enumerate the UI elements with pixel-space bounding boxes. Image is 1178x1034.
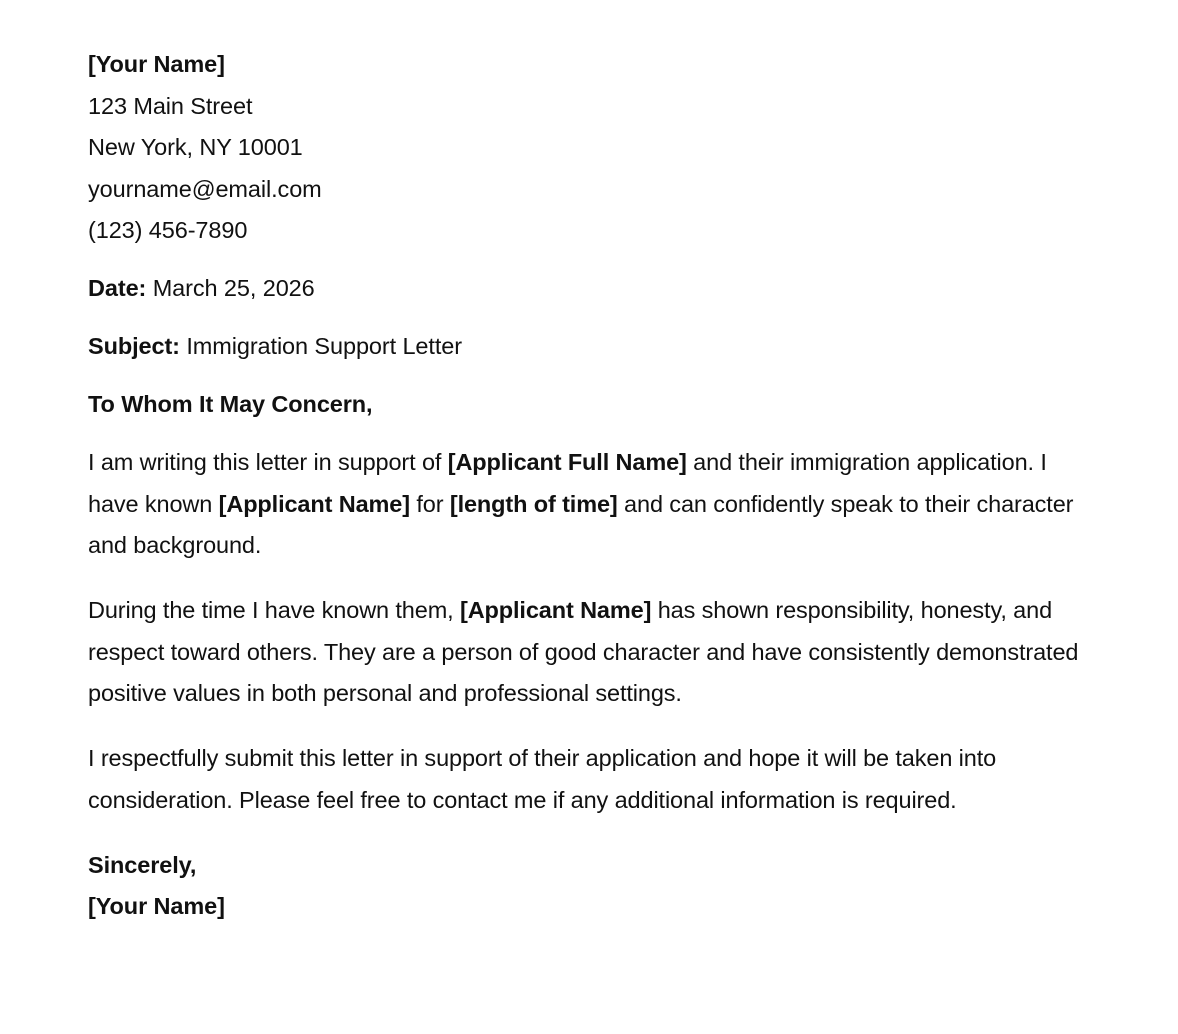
letter-body xyxy=(88,442,1085,821)
subject-label: Subject: xyxy=(88,333,180,359)
signature-name: [Your Name] xyxy=(88,893,225,919)
placeholder-token: [length of time] xyxy=(449,490,618,517)
valediction: Sincerely, xyxy=(88,851,197,878)
text-run: for xyxy=(409,490,450,517)
salutation: To Whom It May Concern, xyxy=(88,391,373,417)
date-label: Date: xyxy=(88,275,147,301)
text-run: During the time I have known them, xyxy=(88,597,460,623)
placeholder-token: [Applicant Name] xyxy=(218,490,410,517)
sender-phone: (123) 456-7890 xyxy=(88,217,248,243)
placeholder-token: [Applicant Name] xyxy=(459,597,652,623)
text-run: and can confidently speak to their character and background. xyxy=(88,490,1074,558)
placeholder-token: [Applicant Full Name] xyxy=(447,449,687,475)
subject-value: Immigration Support Letter xyxy=(186,333,462,359)
sender-address-block xyxy=(88,44,1085,252)
date-value: March 25, 2026 xyxy=(152,275,315,301)
body-paragraph-closing-request xyxy=(88,738,1085,821)
sender-name: [Your Name] xyxy=(88,51,225,77)
text-run: I respectfully submit this letter in support of their application and hope it will be taken into consideration. Please feel free to contact me if any additional information is required. xyxy=(88,745,997,813)
body-paragraph-intro xyxy=(88,442,1085,567)
text-run: I am writing this letter in support of xyxy=(88,449,448,475)
text-run: and their immigration application. I have known xyxy=(88,449,1047,517)
closing-block xyxy=(88,845,1085,928)
body-paragraph-character xyxy=(88,590,1085,715)
text-run: has shown responsibility, honesty, and respect toward others. They are a person of good character and have consistently demonstrated positive values in both personal and professional settings. xyxy=(88,597,1079,706)
sender-city-state-zip: New York, NY 10001 xyxy=(88,134,303,160)
date-row xyxy=(88,268,1085,310)
sender-street: 123 Main Street xyxy=(88,92,253,119)
sender-email: yourname@email.com xyxy=(88,175,322,202)
subject-row xyxy=(88,326,1085,368)
